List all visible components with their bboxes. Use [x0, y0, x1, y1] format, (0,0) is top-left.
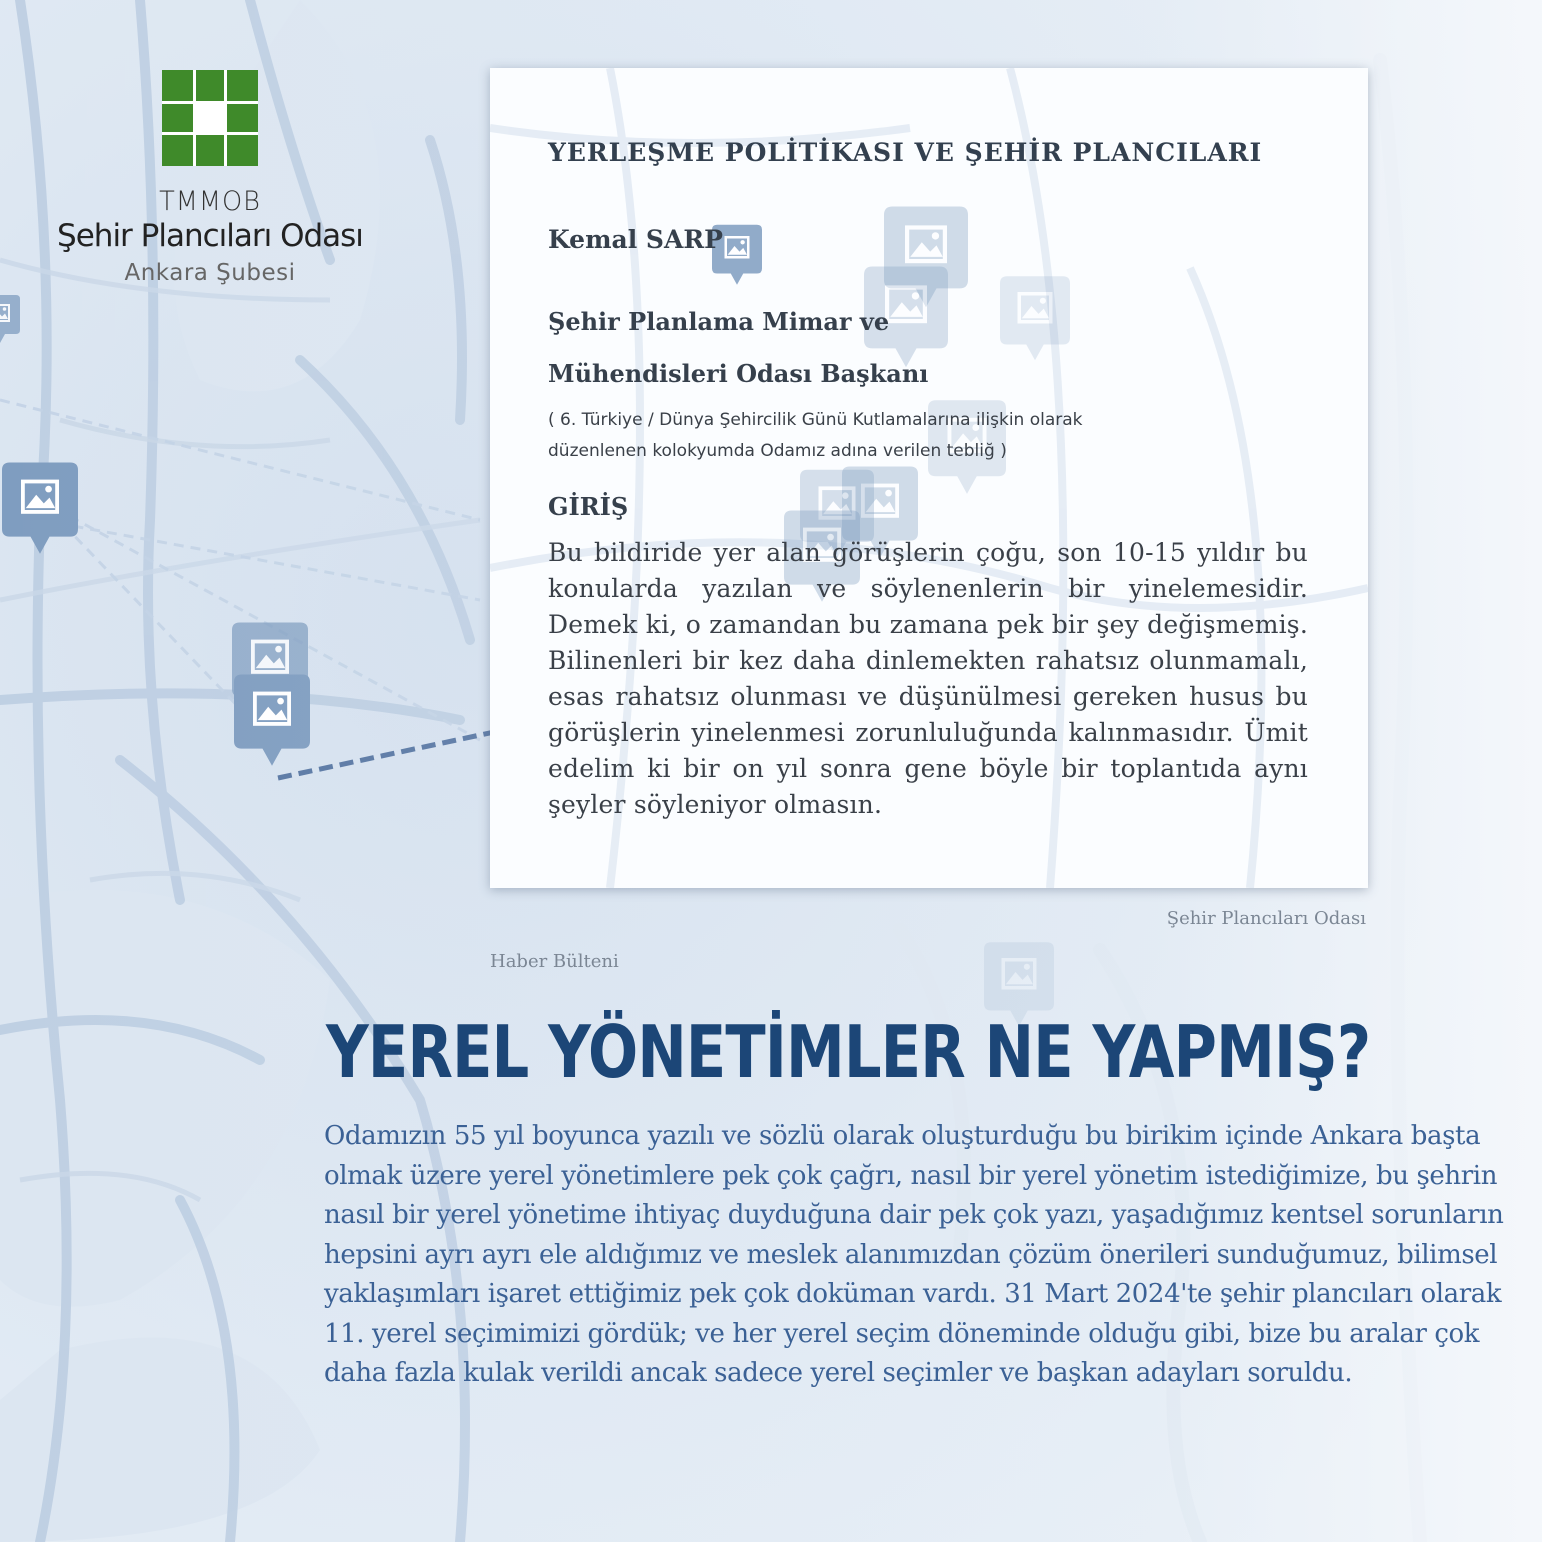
- page-title: YEREL YÖNETİMLER NE YAPMIŞ?: [326, 1010, 1371, 1094]
- logo-org: TMMOB: [159, 186, 261, 217]
- image-caption-source: Şehir Plancıları Odası: [1166, 908, 1366, 929]
- document-note-line-1: ( 6. Türkiye / Dünya Şehircilik Günü Kutlamalarına ilişkin olarak: [548, 410, 1083, 430]
- document-role-line-1: Şehir Planlama Mimar ve: [548, 307, 890, 336]
- document-body: Bu bildiride yer alan görüşlerin çoğu, son 10-15 yıldır bu konularda yazılan ve söylenenlerin bir yinelemesidir. Demek ki, o zamandan bu zamana pek bir şey değişmemiş. Bilinenleri bir kez daha dinlemekten rahatsız olunmamalı, esas rahatsız olunması ve düşünülmesi gereken husus bu görüşlerin yinelenmesi zorunluluğunda kalınmasıdır. Ümit edelim ki bir on yıl sonra gene böyle bir toplantıda aynı şeyler söyleniyor olmasın.: [548, 538, 1308, 819]
- document-note-line-2: düzenlenen kolokyumda Odamız adına verilen tebliğ ): [548, 441, 1007, 461]
- logo-grid-icon: [162, 70, 258, 166]
- document-title: YERLEŞME POLİTİKASI VE ŞEHİR PLANCILARI: [548, 138, 1263, 167]
- image-caption-publication: Haber Bülteni: [490, 951, 619, 972]
- logo: [40, 70, 380, 300]
- document-heading: GİRİŞ: [548, 492, 629, 521]
- logo-name: Şehir Plancıları Odası: [57, 218, 363, 254]
- document-author: Kemal SARP: [548, 225, 723, 254]
- logo-branch: Ankara Şubesi: [124, 260, 296, 286]
- document-role-line-2: Mühendisleri Odası Başkanı: [548, 359, 929, 388]
- scanned-document: [490, 68, 1368, 888]
- intro-paragraph: Odamızın 55 yıl boyunca yazılı ve sözlü olarak oluşturduğu bu birikim içinde Ankara başta olmak üzere yerel yönetimlere pek çok çağrı, nasıl bir yerel yönetim istediğimize, bu şehrin nasıl bir yerel yönetime ihtiyaç duyduğuna dair pek çok yazı, yaşadığımız kentsel sorunların hepsini ayrı ayrı ele aldığımız ve meslek alanımızdan çözüm önerileri sunduğumuz, bilimsel yaklaşımları işaret ettiğimiz pek çok doküman vardı. 31 Mart 2024'te şehir plancıları olarak 11. yerel seçimimizi gördük; ve her yerel seçim döneminde olduğu gibi, bize bu aralar çok daha fazla kulak verildi ancak sadece yerel seçimler ve başkan adayları soruldu.: [324, 1121, 1504, 1388]
